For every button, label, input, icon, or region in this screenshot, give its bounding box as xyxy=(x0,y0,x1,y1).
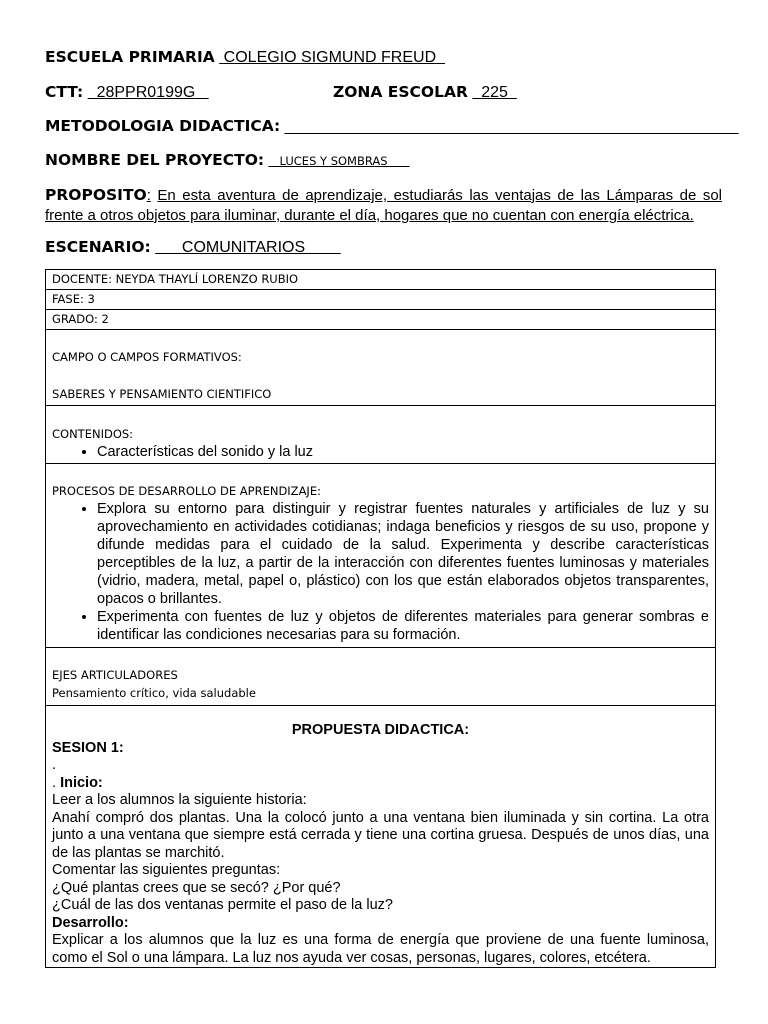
escenario-line xyxy=(45,238,341,257)
metodologia-value: ___________________________________________________ xyxy=(284,118,739,135)
school-line xyxy=(45,48,445,67)
ejes-row xyxy=(46,648,716,706)
ctt-line xyxy=(45,83,209,102)
campo-cell xyxy=(46,330,716,406)
zona-line xyxy=(333,83,517,102)
procesos-item-1: • Explora su entorno para distinguir y registrar fuentes naturales y artificiales de luz y su aprovechamiento en actividades cotidianas; indaga beneficios y riesgos de su uso, propone y difunde medidas para el cuidado de la salud. Experimenta y describe características perceptibles de la luz, a partir de la interacción con diferentes fuentes luminosas y materiales (vidrio, madera, metal, papel o, plástico) con los que están elaborados objetos transparentes, opacos o brillantes. xyxy=(97,500,709,608)
planning-table xyxy=(45,269,716,968)
proyecto-line xyxy=(45,151,410,170)
ctt-label: CTT: xyxy=(45,83,84,101)
proposito-label: PROPOSITO xyxy=(45,186,147,204)
docente-row xyxy=(46,270,716,290)
proyecto-value: LUCES Y SOMBRAS xyxy=(279,154,388,168)
fase-cell: FASE: 3 xyxy=(46,290,716,310)
grado-cell: GRADO: 2 xyxy=(46,310,716,330)
campo-value: SABERES Y PENSAMIENTO CIENTIFICO xyxy=(52,387,272,401)
zona-value: 225 xyxy=(481,84,508,101)
procesos-row xyxy=(46,464,716,648)
inicio-heading: Inicio: xyxy=(60,774,103,791)
docente-cell: DOCENTE: NEYDA THAYLÍ LORENZO RUBIO xyxy=(46,270,716,290)
contenidos-label: CONTENIDOS: xyxy=(52,427,134,441)
desarrollo-text: Explicar a los alumnos que la luz es una forma de energía que proviene de una fuente luminosa, como el Sol o una lámpara. La luz nos ayuda ver cosas, personas, lugares, colores, etcétera. xyxy=(52,932,709,966)
propuesta-cell xyxy=(46,706,716,968)
pregunta-1: ¿Qué plantas crees que se secó? ¿Por qué? xyxy=(52,879,341,896)
ejes-label: EJES ARTICULADORES xyxy=(52,668,178,682)
escenario-label: ESCENARIO: xyxy=(45,238,151,256)
fase-row xyxy=(46,290,716,310)
escenario-value: COMUNITARIOS xyxy=(181,239,306,256)
ctt-value: 28PPR0199G xyxy=(96,84,196,101)
sesion-heading: SESION 1: xyxy=(52,739,124,756)
inicio-line: . Inicio: xyxy=(52,774,103,791)
contenidos-row xyxy=(46,406,716,464)
contenidos-cell xyxy=(46,406,716,464)
ejes-cell xyxy=(46,648,716,706)
school-value: COLEGIO SIGMUND FREUD xyxy=(223,49,437,66)
contenidos-item: • Características del sonido y la luz xyxy=(97,443,709,461)
procesos-cell xyxy=(46,464,716,648)
campo-label: CAMPO O CAMPOS FORMATIVOS: xyxy=(52,350,242,364)
propuesta-row xyxy=(46,706,716,968)
desarrollo-heading: Desarrollo: xyxy=(52,914,129,931)
procesos-label: PROCESOS DE DESARROLLO DE APRENDIZAJE: xyxy=(52,484,321,498)
pregunta-2: ¿Cuál de las dos ventanas permite el paso de la luz? xyxy=(52,897,393,913)
school-label: ESCUELA PRIMARIA xyxy=(45,48,215,66)
dot-line: . xyxy=(52,757,57,773)
campo-row xyxy=(46,330,716,406)
metodologia-label: METODOLOGIA DIDACTICA: xyxy=(45,117,281,135)
grado-row xyxy=(46,310,716,330)
leer-line: Leer a los alumnos la siguiente historia: xyxy=(52,792,307,808)
zona-label: ZONA ESCOLAR xyxy=(333,83,468,101)
procesos-item-2: • Experimenta con fuentes de luz y objetos de diferentes materiales para generar sombras e identificar las condiciones necesarias para su formación. xyxy=(97,608,709,644)
propuesta-title: PROPUESTA DIDACTICA: xyxy=(291,722,470,738)
comentar-line: Comentar las siguientes preguntas: xyxy=(52,862,281,878)
proposito-text: En esta aventura de aprendizaje, estudiarás las ventajas de las Lámparas de sol frente a otros objetos para iluminar, durante el día, hogares que no cuentan con energía eléctrica. xyxy=(45,187,722,224)
historia-text: Anahí compró dos plantas. Una la colocó junto a una ventana bien iluminada y sin cortina. La otra junto a una ventana que siempre está cerrada y tiene una cortina gruesa. Después de unos días, una de las plantas se marchitó. xyxy=(52,809,709,861)
proyecto-label: NOMBRE DEL PROYECTO: xyxy=(45,151,265,169)
ejes-value: Pensamiento crítico, vida saludable xyxy=(52,686,256,700)
proposito-paragraph: PROPOSITO: En esta aventura de aprendizaje, estudiarás las ventajas de las Lámparas de sol frente a otros objetos para iluminar, durante el día, hogares que no cuentan con energía eléctrica. xyxy=(45,186,722,224)
metodologia-line xyxy=(45,117,739,136)
